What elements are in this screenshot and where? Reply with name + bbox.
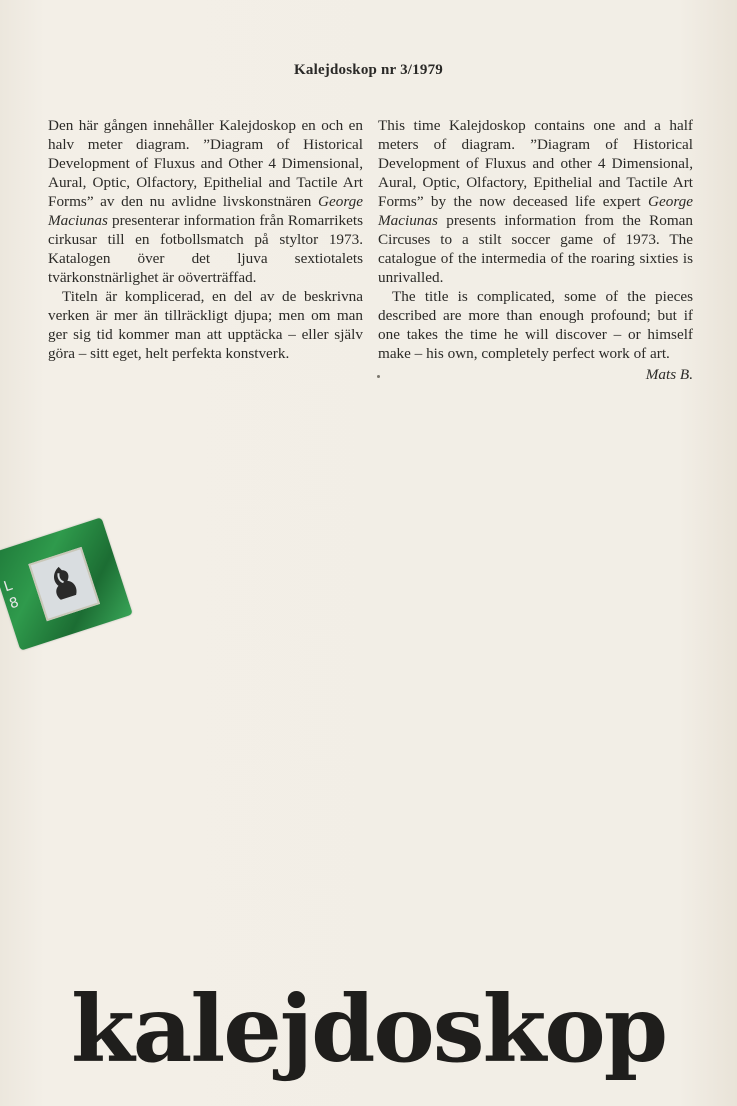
swedish-p1-name: George Maciunas (48, 193, 363, 229)
print-speck (377, 375, 380, 378)
library-sticker-icon (0, 517, 133, 650)
swedish-column (48, 116, 363, 363)
swedish-p1-text-a: Den här gången innehåller Kalejdoskop en och en halv meter diagram. ”Diagram of Historical Development of Fluxus and Other 4 Dimensional, Aural, Optic, Olfactory, Epithelial and Tactile Art Forms” av den nu avlidne livskonstnären (48, 117, 363, 210)
swedish-paragraph-2: Titeln är komplicerad, en del av de beskrivna verken är mer än tillräckligt djupa; men om man ger sig tid kommer man att upptäcka – eller själv göra – sitt eget, helt perfekta konstverk. (48, 288, 363, 362)
swedish-p1-text-b: presenterar information från Romarrikets cirkusar till en fotbollsmatch på styltor 1973. Katalogen över det ljuva sextiotalets tvärkonstnärlighet är oöverträffad. (48, 212, 363, 286)
signature: Mats B. (645, 366, 693, 383)
swan-emblem-icon (43, 560, 85, 606)
english-column (378, 116, 693, 384)
kalejdoskop-logo: kalejdoskop (70, 975, 667, 1083)
swedish-paragraph-1 (48, 116, 363, 287)
english-p1-name: George Maciunas (378, 193, 693, 229)
english-paragraph-1 (378, 116, 693, 287)
english-paragraph-2: The title is complicated, some of the pieces described are more than enough profound; but if one takes the time he will discover – or himself make – his own, completely perfect work of art. (378, 288, 693, 362)
sticker-label (28, 547, 100, 621)
english-p1-text-a: This time Kalejdoskop contains one and a half meters of diagram. ”Diagram of Historical Development of Fluxus and other 4 Dimensional, Aural, Optic, Olfactory, Epithelial and Tactile Art Forms” by the now deceased life expert (378, 117, 693, 210)
page-title: Kalejdoskop nr 3/1979 (294, 62, 443, 78)
sticker-side-marks: L 8 (1, 577, 21, 613)
english-p1-text-b: presents information from the Roman Circuses to a stilt soccer game of 1973. The catalogue of the intermedia of the roaring sixties is unrivalled. (378, 212, 693, 286)
